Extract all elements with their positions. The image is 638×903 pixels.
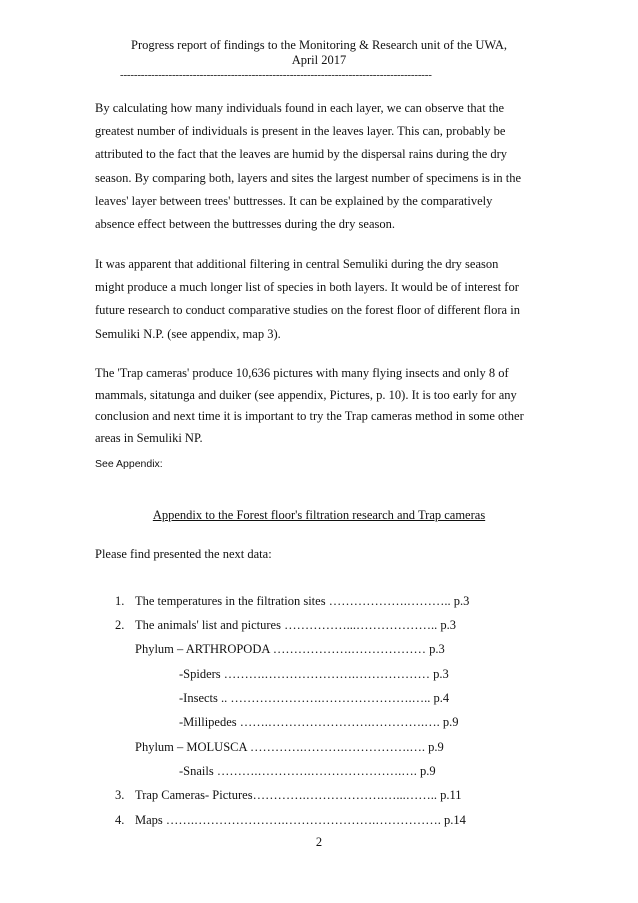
text-line: The 'Trap cameras' produce 10,636 pictures with many flying insects and only 8 of [95, 366, 509, 380]
text-line: leaves' layer between trees' buttresses. It can be explained by the comparatively [95, 193, 493, 208]
list-item [179, 715, 459, 730]
paragraph-trap-cameras [95, 363, 545, 449]
list-number: 4. [115, 813, 125, 827]
text-line: attributed to the fact that the leaves are humid by the dispersal rains during the dry [95, 147, 508, 162]
text-line: mammals, sitatunga and duiker (see appendix, Pictures, p. 10). It is too early for any [95, 387, 517, 402]
page-header [0, 38, 638, 68]
list-item-text: The animals' list and pictures ……………...……………….. p.3 [135, 618, 456, 632]
list-item [135, 740, 444, 755]
text-line: By calculating how many individuals found in each layer, we can observe that the [95, 101, 505, 115]
text-line: It was apparent that additional filtering in central Semuliki during the dry season [95, 257, 499, 271]
text-line: Semuliki N.P. (see appendix, map 3). [95, 326, 281, 341]
text-line: areas in Semuliki NP. [95, 430, 203, 445]
list-number: 1. [115, 594, 125, 608]
paragraph-layers [95, 97, 545, 236]
list-item [115, 594, 470, 609]
list-item [179, 691, 449, 706]
header-date: April 2017 [291, 53, 347, 67]
list-item-text: Phylum – MOLUSCA ………….……….…………….…. p.9 [135, 740, 444, 754]
text-line: might produce a much longer list of species in both layers. It would be of interest for [95, 280, 519, 295]
list-item [115, 788, 462, 803]
list-item [179, 667, 449, 682]
list-item-text: -Insects .. ………………….………………….….. p.4 [179, 691, 450, 705]
list-item [115, 813, 466, 828]
list-number: 2. [115, 618, 125, 632]
list-item-text: Maps …….………………….………………….……………. p.14 [135, 813, 466, 827]
list-number: 3. [115, 788, 125, 802]
text-line: absence effect between the buttresses during the dry season. [95, 217, 396, 232]
appendix-title: Appendix to the Forest floor's filtration research and Trap cameras [152, 508, 486, 522]
text-line: conclusion and next time it is important to try the Trap cameras method in some other [95, 409, 524, 424]
list-item-text: Trap Cameras- Pictures………….……………….…...…….. p.11 [135, 788, 462, 802]
list-item-text: -Snails ……….………….………………….…. p.9 [179, 764, 436, 778]
list-item [135, 642, 445, 657]
list-item-text: -Millipedes …….…………………….………….…. p.9 [179, 715, 459, 729]
text-line: greatest number of individuals is present in the leaves layer. This can, probably be [95, 124, 506, 139]
text-line: season. By comparing both, layers and sites the largest number of specimens is in the [95, 170, 522, 185]
list-item-text: The temperatures in the filtration sites ……………….……….. p.3 [135, 594, 470, 608]
list-item-text: Phylum – ARTHROPODA ……………….……………… p.3 [135, 642, 445, 656]
paragraph-filtering [95, 253, 545, 346]
header-rule: ------------------------------------------------------------------------------------------ [120, 69, 432, 81]
text-line: future research to conduct comparative studies on the forest floor of different flora in [95, 303, 520, 318]
list-item-text: -Spiders ……….………………….……………… p.3 [179, 667, 449, 681]
list-item [179, 764, 436, 779]
header-title: Progress report of findings to the Monitoring & Research unit of the UWA, [131, 38, 507, 52]
appendix-intro: Please find presented the next data: [95, 547, 272, 561]
see-appendix-label: See Appendix: [95, 458, 163, 470]
list-item [115, 618, 456, 633]
page-number: 2 [315, 835, 323, 849]
